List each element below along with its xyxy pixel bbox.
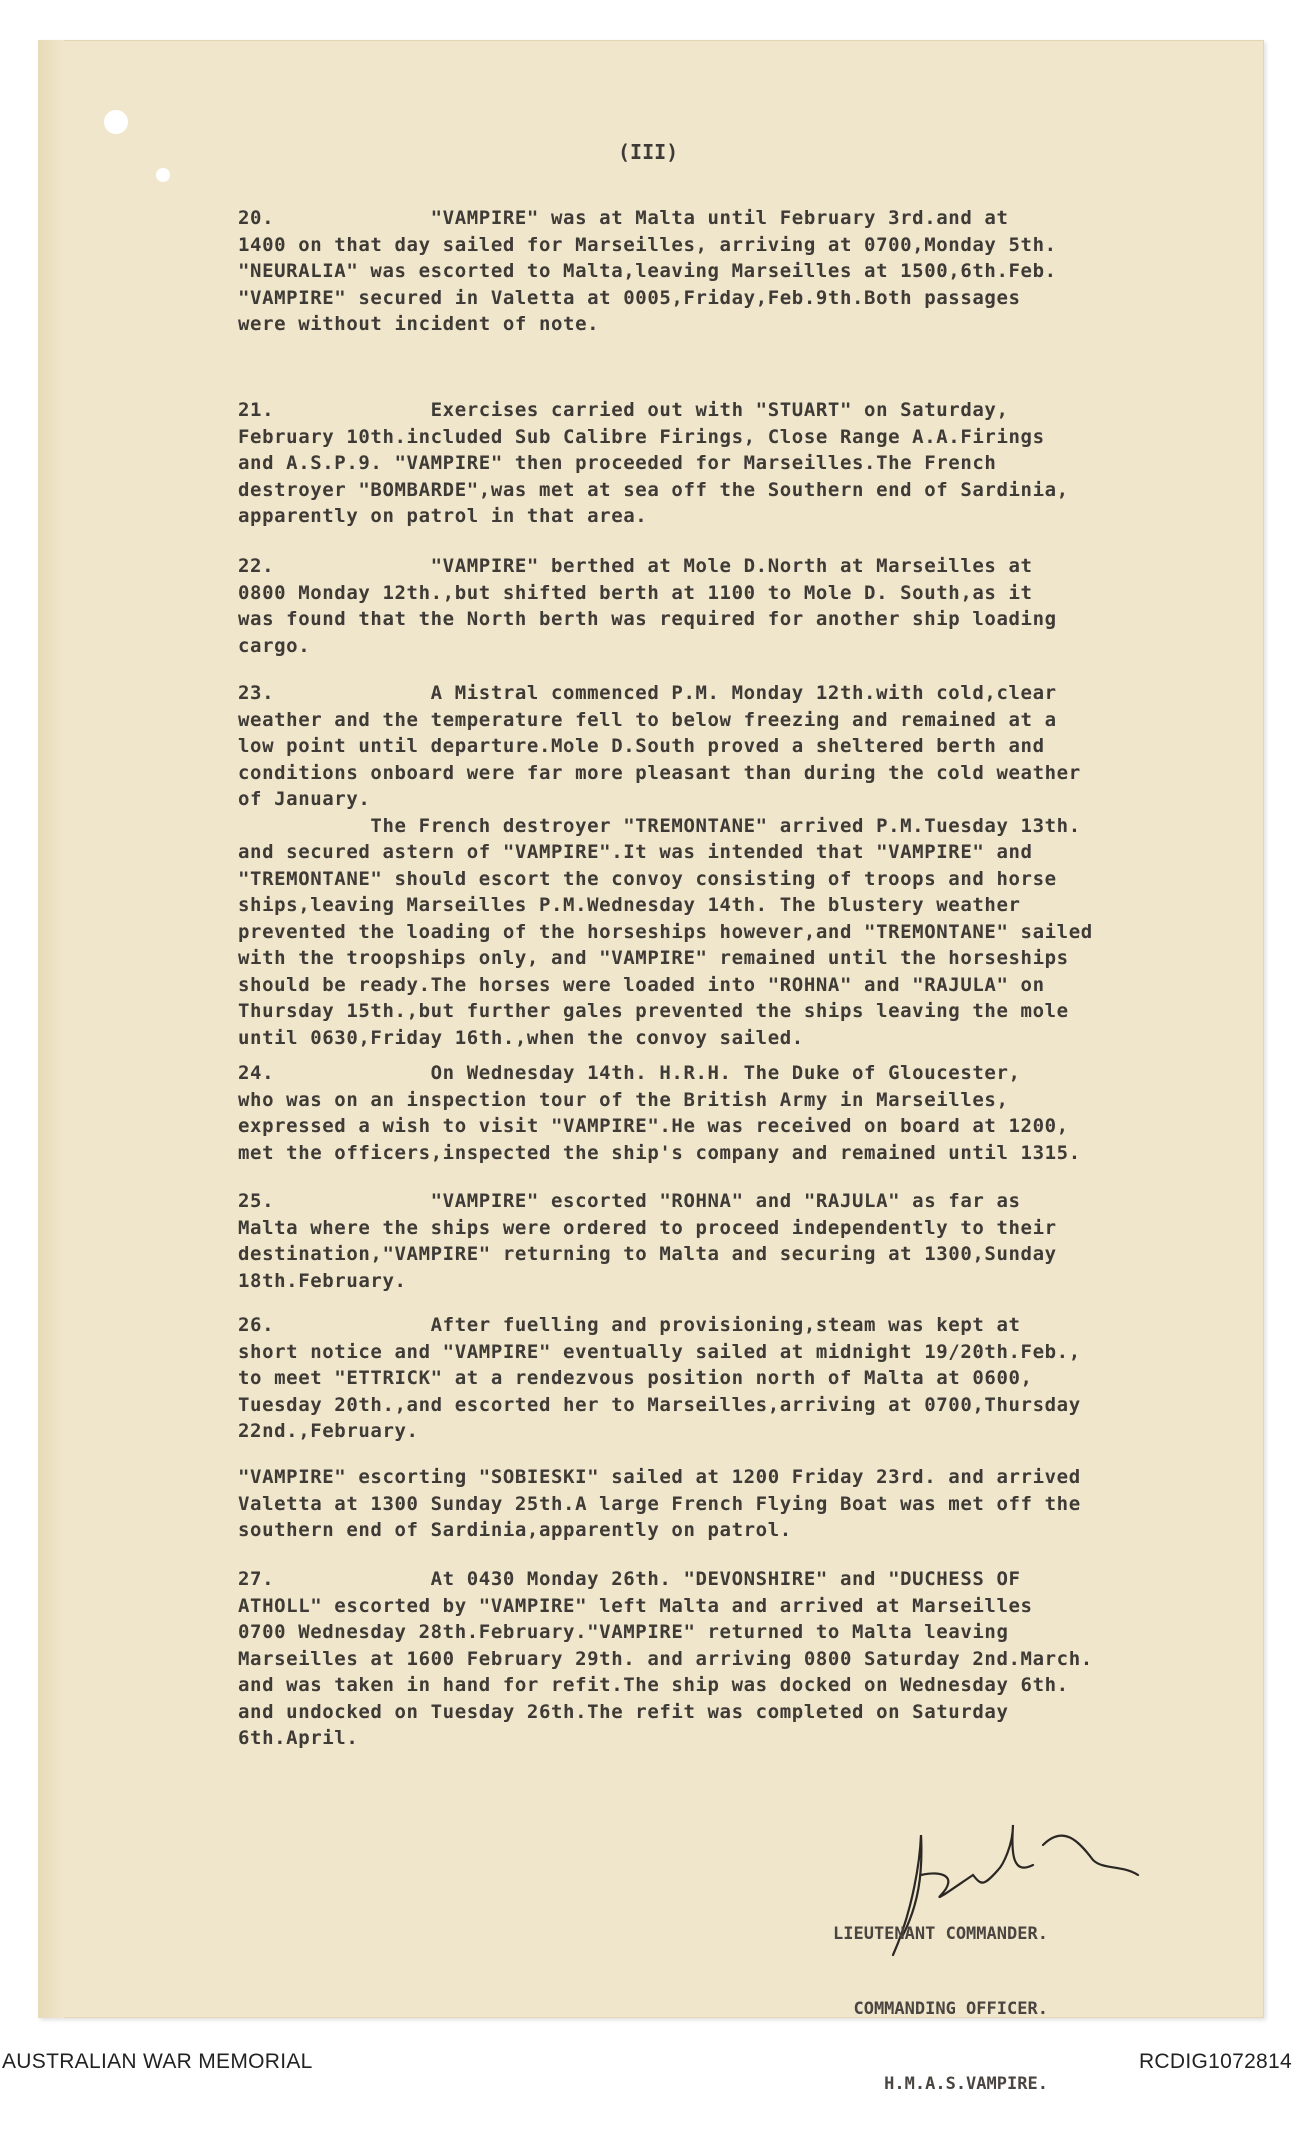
page-heading: (III) <box>618 140 679 164</box>
text-line: low point until departure.Mole D.South proved a sheltered berth and <box>238 735 1045 757</box>
text-line: Thursday 15th.,but further gales prevented the ships leaving the mole <box>238 1000 1069 1022</box>
text-line: weather and the temperature fell to below freezing and remained at a <box>238 708 1057 731</box>
text-line: The French destroyer "TREMONTANE" arrived P.M.Tuesday 13th. <box>238 814 1081 837</box>
paragraph-23 <box>238 680 1093 1051</box>
text-line: expressed a wish to visit "VAMPIRE".He was received on board at 1200, <box>238 1115 1069 1137</box>
text-line: destroyer "BOMBARDE",was met at sea off the Southern end of Sardinia, <box>238 478 1069 501</box>
text-line: 23. A Mistral commenced P.M. Monday 12th.with cold,clear <box>238 682 1057 704</box>
paragraph-24 <box>238 1060 1081 1166</box>
footer-catalog-id: RCDIG1072814 <box>1138 2050 1292 2073</box>
text-line: 18th.February. <box>238 1269 407 1292</box>
text-line: of January. <box>238 788 371 810</box>
punch-hole <box>156 168 170 182</box>
text-line: and was taken in hand for refit.The ship was docked on Wednesday 6th. <box>238 1674 1069 1696</box>
text-line: 26. After fuelling and provisioning,steam was kept at <box>238 1314 1021 1336</box>
text-line: until 0630,Friday 16th.,when the convoy sailed. <box>238 1026 804 1049</box>
paragraph-21 <box>238 397 1069 530</box>
paragraph-26-continued <box>238 1464 1081 1544</box>
text-line: "VAMPIRE" escorting "SOBIESKI" sailed at 1200 Friday 23rd. and arrived <box>238 1466 1081 1488</box>
text-line: 20. "VAMPIRE" was at Malta until February 3rd.and at <box>238 207 1009 229</box>
signature-rank: LIEUTENANT COMMANDER. <box>833 1924 1048 1944</box>
text-line: 0700 Wednesday 28th.February."VAMPIRE" returned to Malta leaving <box>238 1621 1009 1643</box>
page-edge <box>38 40 64 2018</box>
text-line: 22. "VAMPIRE" berthed at Mole D.North at Marseilles at <box>238 555 1033 577</box>
text-line: and secured astern of "VAMPIRE".It was intended that "VAMPIRE" and <box>238 841 1033 863</box>
paragraph-26 <box>238 1312 1081 1445</box>
text-line: 6th.April. <box>238 1727 359 1749</box>
text-line: and A.S.P.9. "VAMPIRE" then proceeded for Marseilles.The French <box>238 452 997 474</box>
text-line: Valetta at 1300 Sunday 25th.A large French Flying Boat was met off the <box>238 1492 1081 1515</box>
punch-hole <box>104 110 128 134</box>
text-line: destination,"VAMPIRE" returning to Malta and securing at 1300,Sunday <box>238 1243 1057 1265</box>
text-line: "VAMPIRE" secured in Valetta at 0005,Friday,Feb.9th.Both passages <box>238 286 1021 309</box>
text-line: to meet "ETTRICK" at a rendezvous position north of Malta at 0600, <box>238 1367 1033 1389</box>
text-line: southern end of Sardinia,apparently on patrol. <box>238 1519 792 1541</box>
text-line: was found that the North berth was required for another ship loading <box>238 608 1057 630</box>
text-line: Malta where the ships were ordered to proceed independently to their <box>238 1216 1057 1239</box>
text-line: 1400 on that day sailed for Marseilles, arriving at 0700,Monday 5th. <box>238 233 1057 256</box>
text-line: prevented the loading of the horseships however,and "TREMONTANE" sailed <box>238 920 1093 943</box>
text-line: met the officers,inspected the ship's company and remained until 1315. <box>238 1141 1081 1164</box>
text-line: ships,leaving Marseilles P.M.Wednesday 14th. The blustery weather <box>238 894 1021 916</box>
text-line: who was on an inspection tour of the British Army in Marseilles, <box>238 1088 1009 1111</box>
signature-ship: H.M.A.S.VAMPIRE. <box>833 2074 1048 2094</box>
text-line: "NEURALIA" was escorted to Malta,leaving Marseilles at 1500,6th.Feb. <box>238 260 1057 282</box>
paragraph-20 <box>238 205 1057 338</box>
text-line: with the troopships only, and "VAMPIRE" remained until the horseships <box>238 947 1069 969</box>
footer-institution: AUSTRALIAN WAR MEMORIAL <box>2 2050 313 2073</box>
text-line: "TREMONTANE" should escort the convoy consisting of troops and horse <box>238 867 1057 890</box>
text-line: Tuesday 20th.,and escorted her to Marseilles,arriving at 0700,Thursday <box>238 1393 1081 1416</box>
text-line: February 10th.included Sub Calibre Firings, Close Range A.A.Firings <box>238 425 1045 448</box>
paragraph-27 <box>238 1566 1093 1752</box>
text-line: 22nd.,February. <box>238 1420 419 1442</box>
text-line: ATHOLL" escorted by "VAMPIRE" left Malta and arrived at Marseilles <box>238 1594 1033 1617</box>
text-line: apparently on patrol in that area. <box>238 505 648 527</box>
signature-title: COMMANDING OFFICER. <box>833 1999 1048 2019</box>
text-line: 27. At 0430 Monday 26th. "DEVONSHIRE" and "DUCHESS OF <box>238 1568 1021 1590</box>
text-line: were without incident of note. <box>238 313 600 335</box>
paragraph-22 <box>238 553 1057 659</box>
text-line: 24. On Wednesday 14th. H.R.H. The Duke of Gloucester, <box>238 1062 1021 1084</box>
text-line: Marseilles at 1600 February 29th. and arriving 0800 Saturday 2nd.March. <box>238 1647 1093 1670</box>
paragraph-25 <box>238 1188 1057 1294</box>
text-line: should be ready.The horses were loaded into "ROHNA" and "RAJULA" on <box>238 973 1045 996</box>
text-line: and undocked on Tuesday 26th.The refit was completed on Saturday <box>238 1700 1009 1723</box>
text-line: 25. "VAMPIRE" escorted "ROHNA" and "RAJULA" as far as <box>238 1190 1021 1212</box>
text-line: 21. Exercises carried out with "STUART" on Saturday, <box>238 399 1009 421</box>
text-line: conditions onboard were far more pleasant than during the cold weather <box>238 761 1081 784</box>
text-line: 0800 Monday 12th.,but shifted berth at 1100 to Mole D. South,as it <box>238 581 1033 604</box>
text-line: cargo. <box>238 634 311 657</box>
signature-block <box>833 1872 1048 2147</box>
text-line: short notice and "VAMPIRE" eventually sailed at midnight 19/20th.Feb., <box>238 1340 1081 1363</box>
document-body <box>238 40 1278 1749</box>
